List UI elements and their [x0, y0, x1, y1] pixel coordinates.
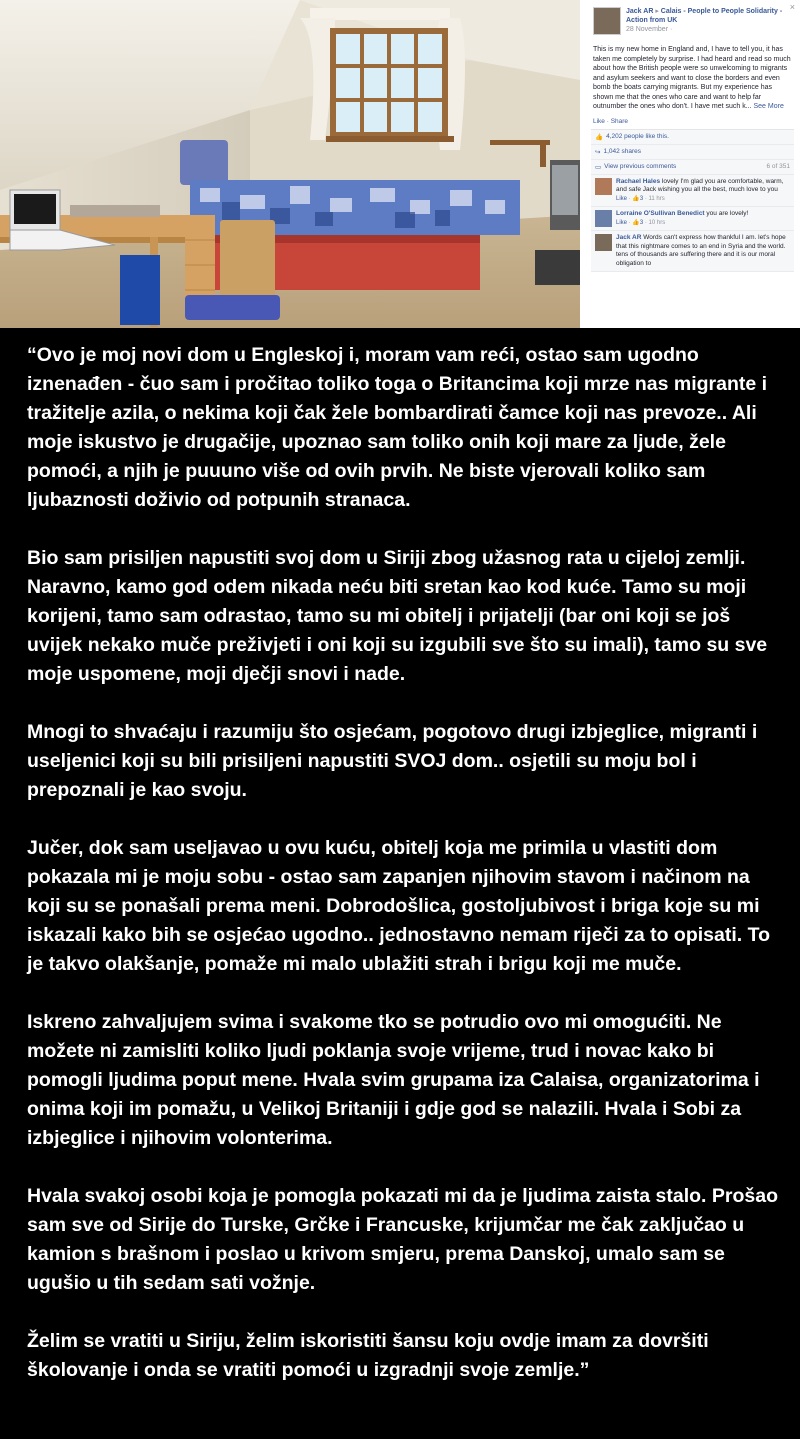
view-previous-row[interactable] — [591, 160, 794, 175]
likes-row[interactable] — [591, 130, 794, 145]
likes-count[interactable]: 4,202 people like this. — [606, 133, 669, 140]
comments-list — [591, 175, 794, 273]
post-actions[interactable]: Like · Share — [593, 117, 629, 125]
thumbs-up-icon: 👍 — [595, 133, 604, 141]
comment — [591, 231, 794, 272]
commenter-avatar[interactable] — [595, 234, 612, 251]
comment — [591, 207, 794, 231]
article-paragraph: Mnogi to shvaćaju i razumiju što osjećam, pogotovo drugi izbjeglice, migranti i useljenici koji su bili prisiljeni napustiti SVOJ dom.. osjetili su moju bol i prepoznali je kao svoju. — [27, 721, 758, 801]
comment-like-link[interactable]: Like — [616, 195, 628, 202]
view-previous-link[interactable]: View previous comments — [604, 163, 677, 170]
article-paragraph: Želim se vratiti u Siriju, želim iskoristiti šansu koju ovdje imam za dovršiti školovanje i onda se vratiti pomoći u izgradnji svoje zemlje.” — [27, 1330, 709, 1381]
article-paragraph: Bio sam prisiljen napustiti svoj dom u Siriji zbog užasnog rata u cijeloj zemlji. Naravno, kamo god odem nikada neću biti sretan kao kod kuće. Tamo su moji korijeni, tamo sam odrastao, tamo su mi obitelj i prijatelji (bar oni koji se još uvijek nekako muče preživjeti i oni koji su izgubili sve što su imali), tamo su sve moje uspomene, moji dječji snovi i nade. — [27, 547, 768, 685]
thumbs-up-icon: 👍 — [632, 195, 640, 202]
comment — [591, 175, 794, 208]
commenter-name[interactable]: Rachael Hales — [616, 177, 661, 185]
separator: · — [627, 219, 633, 226]
post-header — [583, 0, 800, 39]
group-name-link[interactable]: Calais - People to People Solidarity - Action from UK — [626, 8, 783, 24]
post-header-text — [626, 7, 794, 35]
commenter-name[interactable]: Lorraine O'Sullivan Benedict — [616, 210, 705, 217]
comment-text: lovely I'm glad you are comfortable, warm, and safe Jack wishing you all the best, much love to you — [616, 177, 784, 193]
comment-time[interactable]: · 10 hrs — [643, 219, 666, 226]
post-text: This is my new home in England and, I have to tell you, it has taken me completely by surprise. I had heard and read so much about how the British people were so unwelcoming to migrants and asylum seekers and want to close the borders and even bomb the boats carrying migrants. But my experience has shown me that the ones who care and want to help far outnumber the ones who don't. I have met such k... — [593, 46, 791, 110]
comment-icon: ▭ — [595, 163, 602, 171]
article-paragraph: Hvala svakoj osobi koja je pomogla pokazati mi da je ljudima zaista stalo. Prošao sam sve od Sirije do Turske, Grčke i Francuske, krijumčar me čak zaključao u kamion s brašnom i poslao u krivom smjeru, prema Danskoj, umalo sam se ugušio u tih sedam sati vožnje. — [27, 1185, 778, 1294]
article-paragraph: Jučer, dok sam useljavao u ovu kuću, obitelj koja me primila u vlastiti dom pokazala mi je moju sobu - ostao sam zapanjen njihovim stavom i načinom na koji su se ponašali prema meni. Dobrodošlica, gostoljubivost i briga koje su mi iskazali kako bih se osjećao ugodno.. jednostavno nemam riječi za to opisati. To je takvo olakšanje, pomaže mi malo ublažiti strah i brigu koji me muče. — [27, 837, 770, 975]
comment-text: you are lovely! — [706, 210, 749, 217]
comment-meta — [616, 195, 790, 204]
article-paragraph: “Ovo je moj novi dom u Engleskoj i, moram vam reći, ostao sam ugodno iznenađen - čuo sam i pročitao toliko toga o Britancima koji mrze nas migrante i tražitelje azila, o nekima koji čak žele bombardirati čamce koji nas prevoze.. Ali moje iskustvo je drugačije, upoznao sam toliko onih koji mare za ljude, žele pomoći, a njih je puuuno više od ovih prvih. Ne biste vjerovali koliko sam ljubaznosti doživio od potpunih stranaca. — [27, 344, 768, 511]
comment-body — [616, 234, 790, 268]
post-body — [583, 39, 800, 116]
post-date[interactable]: 28 November · — [626, 26, 673, 33]
shares-row[interactable] — [591, 145, 794, 160]
comment-like-count[interactable]: 3 — [639, 219, 644, 226]
commenter-name[interactable]: Jack AR — [616, 234, 642, 241]
see-more-link[interactable]: See More — [753, 103, 784, 110]
thumbs-up-icon: 👍 — [632, 219, 640, 226]
share-icon: ↪ — [595, 148, 601, 156]
author-avatar[interactable] — [593, 7, 621, 35]
comment-count: 6 of 351 — [766, 163, 790, 170]
comment-meta — [616, 219, 748, 228]
comment-like-link[interactable]: Like — [616, 219, 628, 226]
comment-body — [616, 210, 748, 227]
comment-body — [616, 178, 790, 204]
author-name-link[interactable]: Jack AR — [626, 8, 654, 15]
comment-text: Words can't express how thankful I am. let's hope that this nightmare comes to an end in Syria and the world. tens of thousands are suffering there and it is our moral obligation to — [616, 234, 786, 267]
article-text — [27, 341, 787, 1414]
post-stats — [591, 129, 794, 273]
arrow-right-icon: ▸ — [655, 8, 659, 15]
separator: · — [627, 195, 633, 202]
shares-count[interactable]: 1,042 shares — [603, 148, 642, 155]
comment-like-count[interactable]: 3 — [639, 195, 644, 202]
comment-time[interactable]: · 11 hrs — [643, 195, 665, 202]
commenter-avatar[interactable] — [595, 178, 612, 195]
article-paragraph: Iskreno zahvaljujem svima i svakome tko se potrudio ovo mi omogućiti. Ne možete ni zamisliti koliko ljudi poklanja svoje vrijeme, trud i novac kako bi pomogli ljudima poput mene. Hvala svim grupama iza Calaisa, organizatorima i onima koji im pomažu, u Velikoj Britaniji i gdje god se nalazili. Hvala i Sobi za izbjeglice i njihovim volonterima. — [27, 1011, 760, 1149]
bedroom-photo — [0, 0, 580, 328]
facebook-post-card — [583, 0, 800, 328]
header-image-panel — [0, 0, 800, 328]
close-icon[interactable]: × — [789, 2, 795, 12]
commenter-avatar[interactable] — [595, 210, 612, 227]
